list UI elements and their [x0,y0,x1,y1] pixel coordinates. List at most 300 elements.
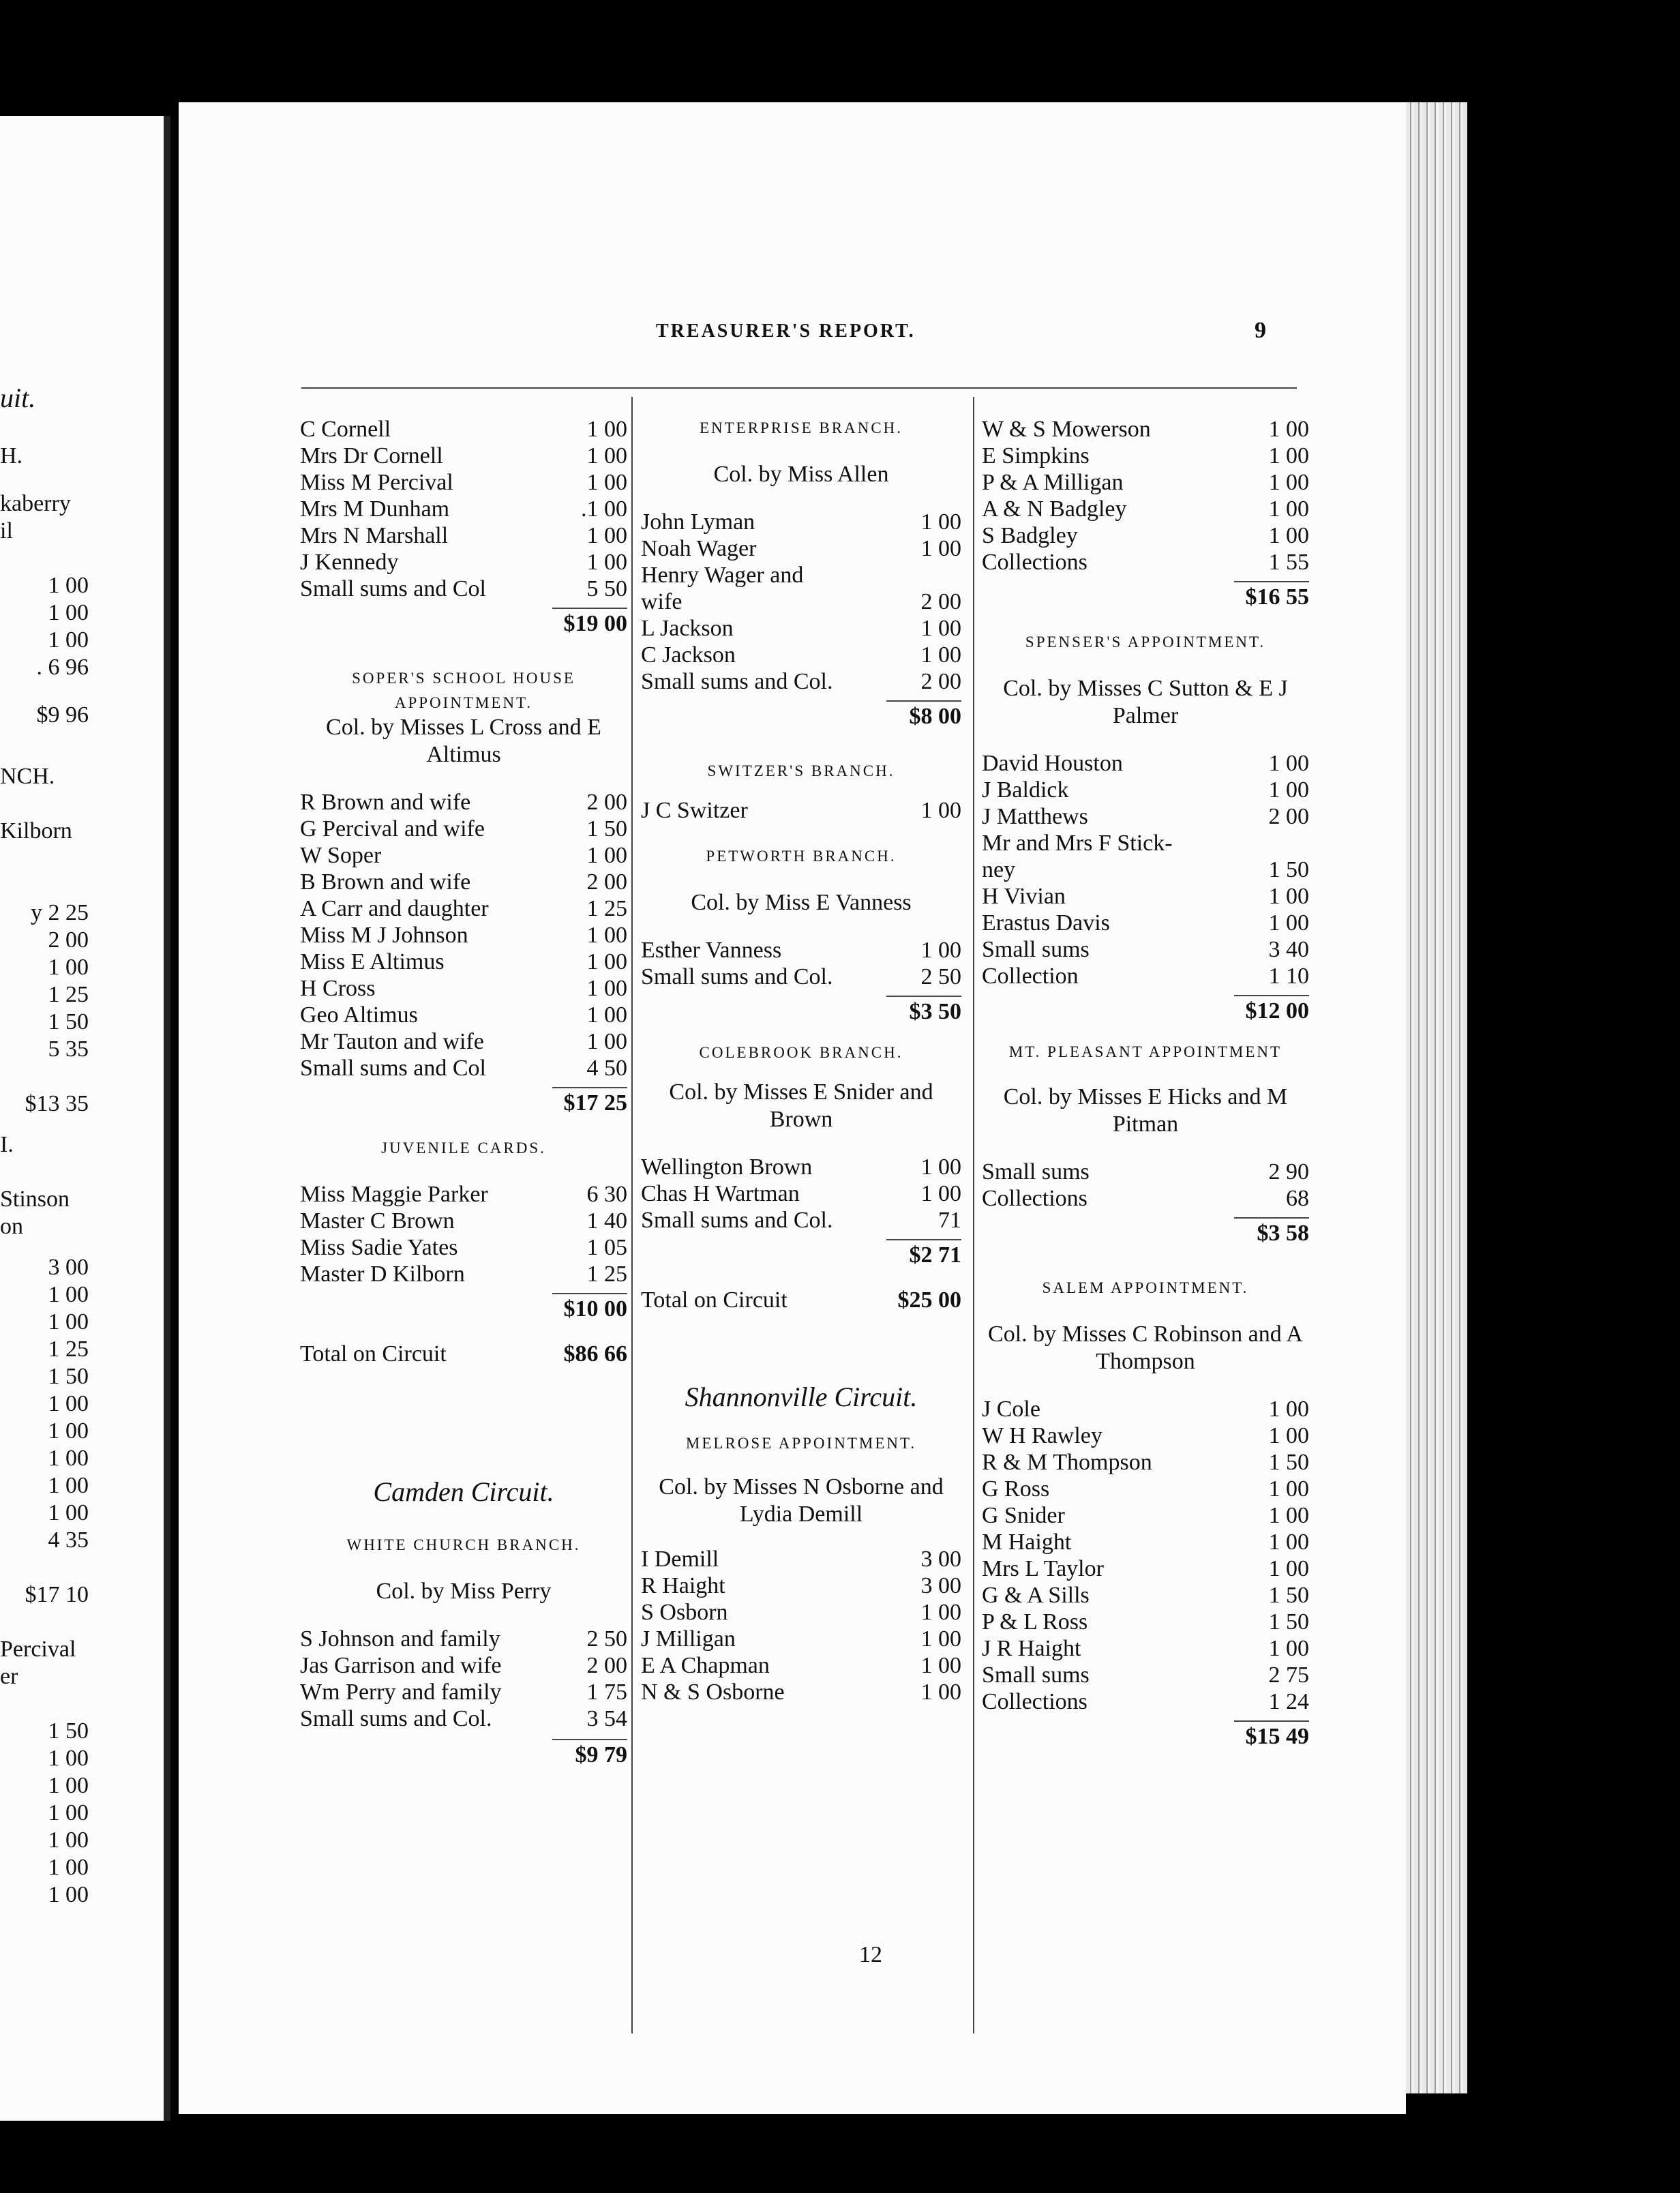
left-page-line: il [0,518,13,543]
entry-amount: 1 00 [1268,1530,1309,1555]
entry-row [982,1476,1309,1502]
entry-name: R Brown and wife [300,790,471,815]
entry-row [641,1679,961,1705]
left-page-line: 1 00 [48,1473,89,1498]
section-total: $16 55 [1245,584,1309,610]
entry-amount: 1 50 [586,816,627,841]
circuit-total-amount: $86 66 [563,1341,627,1367]
entry-amount: 1 00 [920,1626,961,1652]
entry-row [641,797,961,824]
entry-name: R Haight [641,1573,725,1598]
entry-row [982,1609,1309,1635]
entry-name: I Demill [641,1547,719,1572]
entry-name: Collections [982,1689,1088,1714]
section-total: $12 00 [1245,998,1309,1024]
entry-name: S Osborn [641,1600,728,1625]
entry-row [641,1180,961,1207]
collector-line: Col. by Misses C Sutton & E J Palmer [1003,676,1288,728]
entry-row [641,1652,961,1679]
entry-amount: 1 00 [1268,1476,1309,1502]
entry-row [300,869,627,895]
collector-line: Col. by Misses E Hicks and M Pitman [1003,1084,1288,1137]
left-page-line: NCH. [0,764,55,789]
entry-row [982,443,1309,469]
entry-row [641,668,961,695]
column-2 [641,416,961,1705]
left-page-line: 4 35 [48,1527,89,1553]
entry-name: Collection [982,964,1079,989]
circuit-title-shannonville: Shannonville Circuit. [685,1382,918,1412]
entry-amount: 1 00 [1268,496,1309,522]
entry-name: W Soper [300,843,382,868]
entry-amount: 68 [1286,1186,1309,1211]
entry-name: Collections [982,550,1088,575]
entry-name: Master C Brown [300,1208,455,1234]
page-header-title: TREASURER'S REPORT. [656,320,916,342]
entry-amount: 1 00 [586,1002,627,1028]
entry-row [641,964,961,990]
entry-row [982,1396,1309,1422]
entry-amount: 3 00 [920,1547,961,1572]
entry-row [982,1635,1309,1662]
entry-amount [1227,830,1309,856]
entry-name: Miss M Percival [300,470,453,495]
entry-row [982,1185,1309,1212]
entry-amount: 1 50 [1268,1583,1309,1608]
entry-name: Small sums and Col. [641,669,833,694]
entry-name: B Brown and wife [300,869,471,895]
entry-amount: 1 00 [1268,1423,1309,1448]
entry-amount: 1 00 [586,443,627,468]
entry-name: Small sums [982,1159,1090,1184]
entry-name: J Matthews [982,804,1088,829]
left-page-line: Kilborn [0,818,72,844]
collector-line: Col. by Miss Allen [713,462,889,487]
entry-amount: 1 00 [586,523,627,548]
entry-name: Erastus Davis [982,910,1110,936]
entry-row [641,615,961,642]
section-title-petworth: PETWORTH BRANCH. [706,848,897,865]
entry-row [982,1449,1309,1476]
left-page-line: 1 00 [48,1773,89,1798]
left-page-line: uit. [0,383,36,413]
left-page-line: 1 00 [48,1446,89,1471]
entry-amount: 1 00 [1268,443,1309,468]
entry-row [300,1028,627,1055]
entry-amount: 1 05 [586,1235,627,1260]
entry-row [300,1626,627,1652]
entry-amount: 2 75 [1268,1662,1309,1688]
entry-amount: 1 00 [920,938,961,963]
entry-name: G Snider [982,1503,1065,1528]
left-page-line: 1 00 [48,573,89,598]
entry-amount: 2 00 [920,589,961,614]
entry-name: A Carr and daughter [300,896,489,921]
collector-line: Col. by Misses E Snider and Brown [669,1079,933,1132]
entry-amount: 3 54 [586,1706,627,1731]
section-total: $19 00 [563,611,627,636]
section-total: $17 25 [563,1090,627,1116]
entry-amount: 1 00 [586,843,627,868]
entry-name: Mr and Mrs F Stick- [982,831,1173,856]
entry-row [982,1159,1309,1185]
column-divider-1 [631,397,633,2033]
entry-amount: 1 00 [1268,1556,1309,1581]
column-3 [982,416,1309,1752]
entry-name: L Jackson [641,616,734,641]
entry-amount: 1 00 [920,1154,961,1180]
entry-name: Chas H Wartman [641,1181,800,1206]
left-page-line: 1 00 [48,955,89,980]
entry-name: S Johnson and family [300,1626,500,1652]
entry-amount: 3 40 [1268,937,1309,962]
entry-amount: 1 00 [1268,751,1309,776]
entry-row [300,949,627,975]
entry-name: H Cross [300,976,376,1001]
entry-row [982,1662,1309,1688]
entry-name: Wm Perry and family [300,1680,502,1705]
entry-row [982,856,1309,883]
section-total: $10 00 [563,1296,627,1322]
entry-amount: 1 00 [1268,1636,1309,1661]
left-page-line: er [0,1664,18,1689]
entry-amount: 1 50 [1268,1609,1309,1635]
header-rule [301,387,1297,389]
entry-name: Mrs N Marshall [300,523,449,548]
left-page-line: 1 00 [48,1282,89,1307]
entry-name: Small sums and Col. [641,964,833,989]
entry-name: G Percival and wife [300,816,485,841]
entry-row [300,469,627,496]
entry-row [982,1502,1309,1529]
entry-row [300,576,627,602]
entry-name: W H Rawley [982,1423,1102,1448]
page-number: 9 [1255,318,1268,343]
entry-name: Mrs Dr Cornell [300,443,443,468]
entry-amount: 1 50 [1268,1450,1309,1475]
entry-amount: 2 00 [586,869,627,895]
left-page-line: $13 35 [25,1091,89,1116]
entry-row [300,1652,627,1679]
circuit-total-row [641,1285,961,1315]
left-page-line: Stinson [0,1187,70,1212]
entry-row [300,842,627,869]
entry-name: E A Chapman [641,1653,770,1678]
entry-amount: 1 00 [920,509,961,535]
left-page-line: 1 00 [48,1418,89,1444]
entry-name: Miss Maggie Parker [300,1182,488,1207]
entry-amount: 1 00 [1268,777,1309,803]
entry-amount: 1 00 [920,798,961,823]
section-title-colebrook: COLEBROOK BRANCH. [699,1044,903,1061]
entry-name: P & A Milligan [982,470,1124,495]
entry-name: N & S Osborne [641,1680,785,1705]
entry-name: David Houston [982,751,1123,776]
entry-name: Small sums and Col [300,1056,486,1081]
entry-row [641,535,961,562]
entry-amount: 2 50 [586,1626,627,1652]
entry-row [300,1679,627,1705]
left-page-line: $9 96 [36,702,89,728]
entry-name: G & A Sills [982,1583,1090,1608]
entry-amount: 1 00 [586,417,627,442]
entry-row [982,830,1309,856]
entry-row [300,1208,627,1234]
entry-row [982,803,1309,830]
entry-amount: 6 30 [586,1182,627,1207]
footer-number: 12 [859,1942,882,1967]
entry-amount: 1 00 [920,616,961,641]
section-title-soper: SOPER'S SCHOOL HOUSE APPOINTMENT. [352,670,575,711]
entry-name: Geo Altimus [300,1002,418,1028]
entry-amount: 1 00 [1268,884,1309,909]
entry-amount: 1 00 [586,949,627,974]
left-page-line: kaberry [0,491,71,516]
entry-row [982,750,1309,777]
entry-row [982,496,1309,522]
section-title-juvenile: JUVENILE CARDS. [381,1139,546,1157]
entry-row [641,1154,961,1180]
entry-row [641,588,961,615]
entry-amount: 1 00 [1268,1397,1309,1422]
left-page-line: 1 00 [48,1746,89,1771]
entry-name: ney [982,857,1016,882]
left-page-line: 1 25 [48,1337,89,1362]
entry-name: S Badgley [982,523,1078,548]
entry-name: C Cornell [300,417,391,442]
entry-name: E Simpkins [982,443,1090,468]
circuit-total-label: Total on Circuit [300,1341,447,1367]
entry-name: Small sums [982,937,1090,962]
entry-name: C Jackson [641,642,736,668]
section-title-switzer: SWITZER'S BRANCH. [707,762,895,779]
left-page-line: 1 50 [48,1364,89,1389]
entry-row [641,642,961,668]
entry-name: H Vivian [982,884,1066,909]
left-page-line: on [0,1214,23,1239]
entry-amount: 1 00 [920,1653,961,1678]
collector-line: Col. by Misses N Osborne and Lydia Demill [659,1474,944,1527]
section-total: $9 79 [575,1742,627,1767]
entry-name: Miss E Altimus [300,949,445,974]
entry-amount [880,562,961,588]
entry-row [641,562,961,588]
left-page-line: 1 50 [48,1718,89,1744]
left-page-line: 1 00 [48,600,89,625]
entry-name: Henry Wager and [641,563,804,588]
entry-amount: 3 00 [920,1573,961,1598]
entry-amount: 1 00 [920,536,961,561]
entry-name: Mrs L Taylor [982,1556,1104,1581]
entry-name: Small sums and Col [300,576,486,601]
entry-row [300,1705,627,1732]
entry-row [300,895,627,922]
collector-line: Col. by Misses L Cross and E Altimus [326,715,601,767]
entry-row [300,1261,627,1287]
left-page-line: 1 00 [48,1309,89,1334]
entry-name: A & N Badgley [982,496,1127,522]
left-page-line: y 2 25 [31,900,89,925]
entry-row [300,549,627,576]
entry-amount: 2 90 [1268,1159,1309,1184]
entry-name: J C Switzer [641,798,748,823]
entry-name: Master D Kilborn [300,1262,465,1287]
entry-row [300,1234,627,1261]
entry-amount: 1 00 [920,1181,961,1206]
entry-row [641,509,961,535]
entry-name: Mrs M Dunham [300,496,450,522]
entry-name: Wellington Brown [641,1154,813,1180]
entry-amount: 2 00 [920,669,961,694]
entry-amount: .1 00 [581,496,627,522]
entry-amount: 1 24 [1268,1689,1309,1714]
left-page-line: 1 00 [48,1391,89,1416]
entry-amount: 1 00 [1268,910,1309,936]
entry-name: G Ross [982,1476,1050,1502]
entry-amount: 1 10 [1268,964,1309,989]
entry-amount: 2 00 [586,1653,627,1678]
entry-row [300,789,627,816]
entry-name: Mr Tauton and wife [300,1029,484,1054]
section-title-white-church: WHITE CHURCH BRANCH. [346,1536,581,1553]
entry-name: Small sums [982,1662,1090,1688]
entry-amount: 1 00 [920,1680,961,1705]
entry-amount: 4 50 [586,1056,627,1081]
entry-row [300,816,627,842]
entry-row [982,910,1309,936]
entry-row [641,1546,961,1572]
collector-line: Col. by Misses C Robinson and A Thompson [988,1322,1303,1374]
entry-name: M Haight [982,1530,1072,1555]
left-page-line: 3 00 [48,1255,89,1280]
entry-amount: 1 00 [1268,523,1309,548]
left-page-line: $17 10 [25,1582,89,1607]
circuit-title-camden: Camden Circuit. [373,1476,554,1507]
entry-row [982,1422,1309,1449]
entry-row [300,443,627,469]
left-page-line: 1 00 [48,1800,89,1825]
entry-name: Small sums and Col. [641,1208,833,1233]
entry-name: J R Haight [982,1636,1081,1661]
entry-amount: 1 00 [586,1029,627,1054]
left-page-line: 5 35 [48,1036,89,1062]
entry-row [300,416,627,443]
column-divider-2 [973,397,974,2033]
circuit-total-amount: $25 00 [897,1287,961,1313]
entry-row [982,522,1309,549]
entry-amount: 2 50 [920,964,961,989]
entry-name: John Lyman [641,509,755,535]
section-title-enterprise: ENTERPRISE BRANCH. [699,419,903,436]
entry-name: Jas Garrison and wife [300,1653,502,1678]
entry-row [982,469,1309,496]
left-page-line: 2 00 [48,927,89,953]
entry-row [300,496,627,522]
circuit-total-row [300,1339,627,1369]
entry-amount: 1 75 [586,1680,627,1705]
entry-name: Noah Wager [641,536,757,561]
entry-amount: 1 40 [586,1208,627,1234]
entry-name: Miss M J Johnson [300,923,468,948]
entry-name: J Kennedy [300,550,399,575]
entry-row [982,963,1309,989]
entry-amount: 1 00 [586,470,627,495]
entry-row [982,1582,1309,1609]
entry-name: J Baldick [982,777,1069,803]
left-page-line: 1 00 [48,627,89,653]
circuit-total-label: Total on Circuit [641,1287,787,1313]
entry-name: J Milligan [641,1626,736,1652]
entry-row [641,1599,961,1626]
entry-amount: 1 00 [586,550,627,575]
left-page-line: I. [0,1132,14,1157]
left-page-line: 1 00 [48,1500,89,1525]
entry-name: Small sums and Col. [300,1706,492,1731]
entry-amount: 1 25 [586,896,627,921]
left-page-line: . 6 96 [36,655,89,680]
collector-line: Col. by Miss Perry [376,1579,552,1604]
entry-amount: 2 00 [1268,804,1309,829]
entry-name: Esther Vanness [641,938,782,963]
entry-amount: 2 00 [586,790,627,815]
entry-row [982,549,1309,576]
entry-name: J Cole [982,1397,1040,1422]
left-page-line: 1 00 [48,1828,89,1853]
entry-amount: 71 [938,1208,961,1233]
entry-row [641,937,961,964]
entry-row [300,1181,627,1208]
entry-row [982,936,1309,963]
entry-amount: 1 55 [1268,550,1309,575]
entry-row [982,1555,1309,1582]
section-total: $8 00 [909,704,961,729]
entry-amount: 1 00 [920,1600,961,1625]
section-title-salem: SALEM APPOINTMENT. [1042,1279,1249,1296]
section-total: $2 71 [909,1242,961,1268]
section-total: $3 50 [909,999,961,1024]
entry-row [300,1002,627,1028]
page-edge [1406,102,1467,2093]
entry-amount: 1 00 [1268,417,1309,442]
entry-amount: 5 50 [586,576,627,601]
column-1 [300,416,627,1770]
entry-name: R & M Thompson [982,1450,1152,1475]
entry-row [982,1688,1309,1715]
section-total: $3 58 [1257,1221,1309,1246]
entry-row [300,975,627,1002]
entry-row [982,1529,1309,1555]
entry-row [982,777,1309,803]
section-title-melrose: MELROSE APPOINTMENT. [685,1435,917,1452]
entry-row [300,922,627,949]
entry-amount: 1 00 [1268,1503,1309,1528]
entry-row [982,883,1309,910]
entry-name: W & S Mowerson [982,417,1151,442]
left-page-line: 1 00 [48,1855,89,1880]
entry-amount: 1 50 [1268,857,1309,882]
entry-amount: 1 00 [1268,470,1309,495]
section-total: $15 49 [1245,1724,1309,1749]
entry-row [641,1572,961,1599]
left-page-line: Percival [0,1637,76,1662]
entry-amount: 1 00 [920,642,961,668]
collector-line: Col. by Miss E Vanness [691,890,912,915]
entry-row [641,1207,961,1234]
entry-name: P & L Ross [982,1609,1088,1635]
entry-name: Miss Sadie Yates [300,1235,458,1260]
entry-row [982,416,1309,443]
section-title-spenser: SPENSER'S APPOINTMENT. [1025,633,1266,651]
